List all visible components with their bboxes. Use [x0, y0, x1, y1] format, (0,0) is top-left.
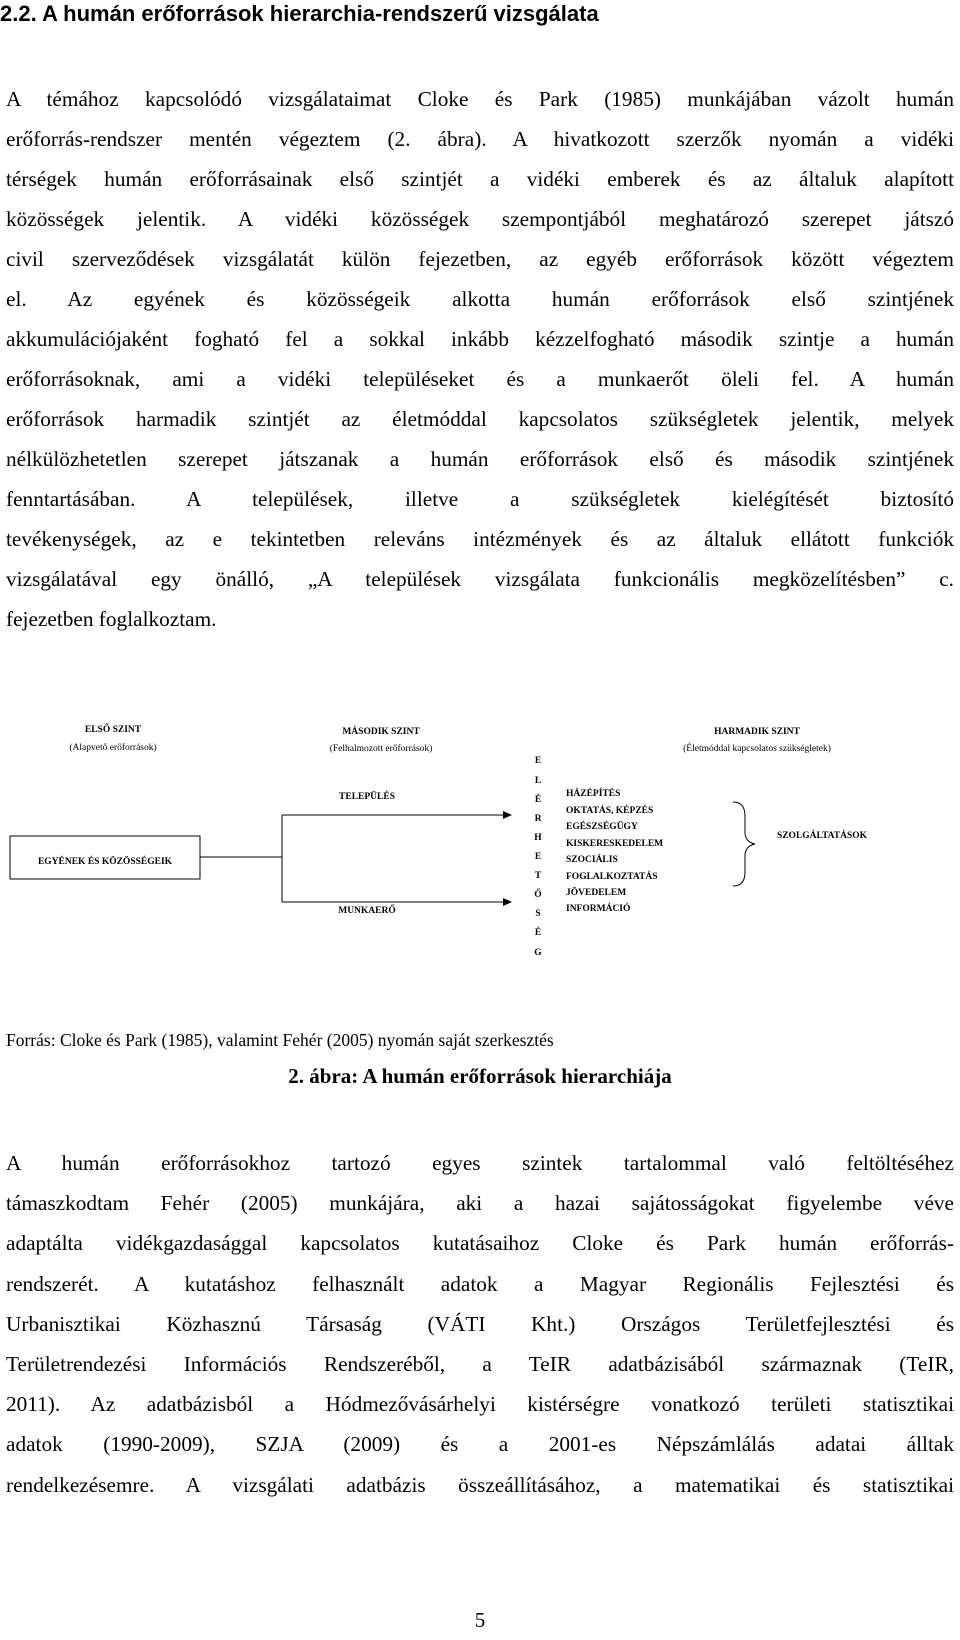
text-line: akkumulációjaként fogható fel a sokkal inkább kézzelfogható második szintje a humán: [6, 327, 954, 351]
figure-source: Forrás: Cloke és Park (1985), valamint Fehér (2005) nyomán saját szerkesztés: [6, 1030, 554, 1050]
needs-list: [566, 787, 663, 914]
text-line: rendelkezésemre. A vizsgálati adatbázis összeállításához, a matematikai és statisztikai: [6, 1472, 954, 1497]
text-line: adaptálta vidékgazdasággal kapcsolatos kutatásaihoz Cloke és Park humán erőforrás-: [6, 1231, 954, 1256]
needs-item: EGÉSZSÉGÜGY: [566, 822, 638, 832]
text-line: vizsgálatával egy önálló, „A települések vizsgálata funkcionális megközelítésben” c.: [6, 567, 954, 591]
page-number: 5: [474, 1608, 486, 1632]
text-line: adatok (1990-2009), SZJA (2009) és a 2001-es Népszámlálás adatai álltak: [6, 1432, 954, 1457]
vertical-letter: E: [534, 852, 542, 862]
text-line: fenntartásában. A települések, illetve a szükségletek kielégítését biztosító: [6, 487, 954, 511]
paragraph-data-sources: [6, 1143, 954, 1505]
level1-subtitle: (Alapvető erőforrások): [69, 743, 157, 753]
text-line: A témához kapcsolódó vizsgálataimat Cloke és Park (1985) munkájában vázolt humán: [6, 87, 954, 111]
needs-item: OKTATÁS, KÉPZÉS: [566, 806, 654, 816]
text-line: rendszerét. A kutatáshoz felhasznált adatok a Magyar Regionális Fejlesztési és: [6, 1271, 954, 1296]
individuals-label: EGYÉNEK ÉS KÖZÖSSÉGEIK: [37, 857, 173, 867]
level3-subtitle: (Életmóddal kapcsolatos szükségletek): [683, 744, 831, 754]
level2-title: MÁSODIK SZINT: [342, 727, 420, 737]
needs-item: FOGLALKOZTATÁS: [566, 872, 658, 882]
text-line: el. Az egyének és közösségeik alkotta humán erőforrások első szintjének: [6, 287, 954, 311]
needs-item: HÁZÉPÍTÉS: [566, 789, 621, 799]
arrowhead-settlement: [503, 811, 512, 819]
needs-item: KISKERESKEDELEM: [566, 839, 664, 849]
text-line: erőforrásoknak, ami a vidéki településeket és a munkaerőt öleli fel. A humán: [6, 367, 954, 391]
level3-title: HARMADIK SZINT: [714, 727, 800, 737]
text-line: támaszkodtam Fehér (2005) munkájára, aki a hazai sajátosságokat figyelembe véve: [6, 1191, 954, 1216]
vertical-letter: E: [534, 756, 542, 766]
text-line: tevékenységek, az e tekintetben releváns intézmények és az általuk ellátott funkciók: [6, 527, 954, 551]
text-line: erőforrások harmadik szintjét az életmóddal kapcsolatos szükségletek jelentik, melyek: [6, 407, 954, 431]
figure-caption: 2. ábra: A humán erőforrások hierarchiája: [288, 1064, 672, 1088]
text-line: térségek humán erőforrásainak első szintjét a vidéki emberek és az általuk alapított: [6, 167, 954, 191]
level2-subtitle: (Felhalmozott erőforrások): [329, 744, 433, 754]
vertical-letter: T: [534, 871, 542, 881]
vertical-letter: Ő: [534, 890, 542, 900]
text-line: Területrendezési Információs Rendszeréből, a TeIR adatbázisából származnak (TeIR,: [6, 1352, 954, 1377]
vertical-letter: G: [534, 948, 542, 958]
text-line: Urbanisztikai Közhasznú Társaság (VÁTI Kht.) Országos Területfejlesztési és: [6, 1311, 954, 1336]
text-line: erőforrás-rendszer mentén végeztem (2. ábra). A hivatkozott szerzők nyomán a vidéki: [6, 127, 954, 151]
vertical-word: [534, 756, 542, 958]
services-label: SZOLGÁLTATÁSOK: [776, 831, 868, 841]
needs-item: INFORMÁCIÓ: [566, 904, 631, 914]
text-line: fejezetben foglalkoztam.: [6, 607, 217, 631]
needs-item: JÖVEDELEM: [566, 888, 627, 898]
vertical-letter: H: [534, 833, 542, 843]
section-heading: 2.2. A humán erőforrások hierarchia-rendszerű vizsgálata: [0, 1, 599, 26]
level1-title: ELSŐ SZINT: [84, 725, 142, 735]
settlement-label: TELEPÜLÉS: [339, 792, 395, 802]
text-line: A humán erőforrásokhoz tartozó egyes szintek tartalommal való feltöltéséhez: [6, 1151, 954, 1175]
text-line: 2011). Az adatbázisból a Hódmezővásárhelyi kistérségre vonatkozó területi statisztikai: [6, 1392, 954, 1417]
text-line: civil szerveződések vizsgálatát külön fejezetben, az egyéb erőforrások között végeztem: [6, 247, 954, 271]
hierarchy-diagram: [0, 725, 960, 1000]
vertical-letter: L: [534, 776, 542, 786]
labour-label: MUNKAERŐ: [338, 906, 396, 916]
text-line: közösségek jelentik. A vidéki közösségek szempontjából meghatározó szerepet játszó: [6, 207, 954, 231]
needs-item: SZOCIÁLIS: [566, 855, 618, 865]
text-line: nélkülözhetetlen szerepet játszanak a humán erőforrások első és második szintjének: [6, 447, 954, 471]
vertical-letter: É: [534, 928, 542, 938]
vertical-letter: S: [535, 909, 541, 919]
arrowhead-labour: [503, 898, 512, 906]
paragraph-intro: [6, 79, 954, 639]
vertical-letter: É: [534, 795, 542, 805]
vertical-letter: R: [534, 814, 542, 824]
curly-brace: [733, 802, 755, 886]
